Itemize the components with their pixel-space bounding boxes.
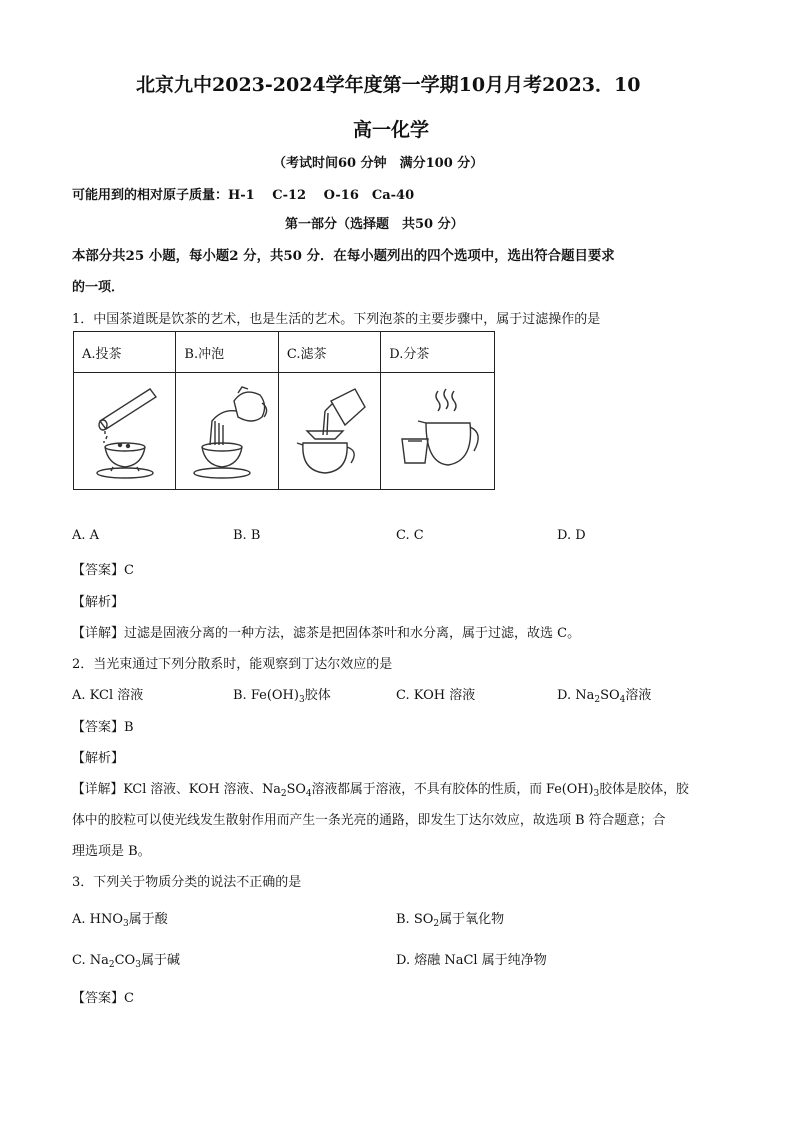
formula-subscript: 3 [298,695,305,705]
q3-stem: 3．下列关于物质分类的说法不正确的是 [72,875,302,890]
q1-answer [72,559,134,578]
answer-value: C [124,563,134,578]
option-text: 属于氧化物 [439,912,505,927]
q1-option-a[interactable]: A. A [72,528,100,543]
part1-instruction-1: 本部分共25 小题，每小题2 分，共50 分．在每小题列出的四个选项中，选出符合题目要求 [72,248,615,264]
formula-subscript: 4 [305,789,312,799]
answer-label: 【答案】 [72,563,125,578]
q2-analysis-label: 【解析】 [72,751,125,766]
option-text: 属于酸 [128,912,168,927]
filter-tea-illustration [285,381,375,481]
formula-subscript: 4 [619,695,626,705]
q2-answer [72,716,134,735]
q3-option-a[interactable] [72,908,168,927]
formula-text: C. Na [72,953,109,968]
q1-image-cell-d [381,373,495,490]
q2-option-d[interactable] [557,684,651,703]
formula-subscript: 3 [135,960,141,970]
subject-title: 高一化学 [353,119,430,141]
detail-label: 【详解】 [72,626,125,641]
detail-label: 【详解】 [72,782,124,797]
q1-stem: 1．中国茶道既是饮茶的艺术，也是生活的艺术。下列泡茶的主要步骤中，属于过滤操作的是 [72,312,601,327]
q1-option-d[interactable]: D. D [557,528,586,543]
formula-subscript: 2 [594,695,601,705]
tea-leaves-into-cup-illustration [80,381,170,481]
q2-stem: 2．当光束通过下列分散系时，能观察到丁达尔效应的是 [72,657,393,672]
pour-water-illustration [182,381,272,481]
formula-text: A. HNO [72,912,124,927]
q1-table-header-b: B.冲泡 [176,332,278,373]
answer-label: 【答案】 [72,720,125,735]
option-text: 胶体 [304,688,331,703]
q1-table-header-a: A.投茶 [74,332,176,373]
option-text: 属于碱 [140,953,180,968]
atomic-masses: 可能用到的相对原子质量：H-1 C-12 O-16 Ca-40 [72,188,415,203]
detail-text: SO [286,782,306,797]
detail-text: 溶液都属于溶液，不具有胶体的性质，而 Fe(OH) [311,782,594,797]
exam-info: （考试时间60 分钟 满分100 分） [273,156,484,171]
q2-option-b[interactable] [233,684,331,703]
q2-detail-line2: 体中的胶粒可以使光线发生散射作用而产生一条光亮的通路，即发生丁达尔效应，故选项 B 符合题意；合 [72,813,666,828]
part1-title: 第一部分（选择题 共50 分） [285,217,464,232]
formula-text: D. Na [557,688,595,703]
answer-label: 【答案】 [72,991,125,1006]
q1-analysis-label: 【解析】 [72,595,125,610]
q1-image-cell-c [278,373,380,490]
formula-text: CO [114,953,136,968]
q2-option-a[interactable]: A. KCl 溶液 [72,688,144,703]
detail-text: KCl 溶液、KOH 溶液、Na [123,782,281,797]
formula-subscript: 2 [433,919,440,929]
q1-image-cell-b [176,373,278,490]
q2-option-c[interactable]: C. KOH 溶液 [396,688,476,703]
q3-option-c[interactable] [72,949,180,968]
q1-image-cell-a [74,373,176,490]
detail-text: 胶体是胶体，胶 [599,782,689,797]
formula-subscript: 2 [280,789,287,799]
option-text: 溶液 [625,688,652,703]
formula-text: SO [600,688,620,703]
q1-table-header-d: D.分茶 [381,332,495,373]
q1-option-b[interactable]: B. B [233,528,261,543]
formula-text: B. Fe(OH) [233,688,299,703]
answer-value: C [124,991,134,1006]
serve-tea-illustration [388,381,488,481]
exam-title: 北京九中2023-2024学年度第一学期10月月考2023．10 [136,74,641,96]
q2-detail-line3: 理选项是 B。 [72,844,151,859]
q3-option-b[interactable] [396,908,504,927]
detail-text: 过滤是固液分离的一种方法，滤茶是把固体茶叶和水分离，属于过滤，故选 C。 [124,626,581,641]
formula-text: B. SO [396,912,434,927]
q1-table [73,331,495,490]
formula-subscript: 2 [108,960,115,970]
formula-subscript: 3 [593,789,600,799]
part1-instruction-2: 的一项． [72,280,125,295]
q1-table-header-c: C.滤茶 [278,332,380,373]
answer-value: B [124,720,134,735]
q2-detail-line1 [72,778,689,797]
q3-option-d[interactable]: D. 熔融 NaCl 属于纯净物 [396,953,547,968]
q1-detail [72,622,580,641]
q3-answer [72,987,134,1006]
q1-option-c[interactable]: C. C [396,528,424,543]
formula-subscript: 3 [123,919,129,929]
